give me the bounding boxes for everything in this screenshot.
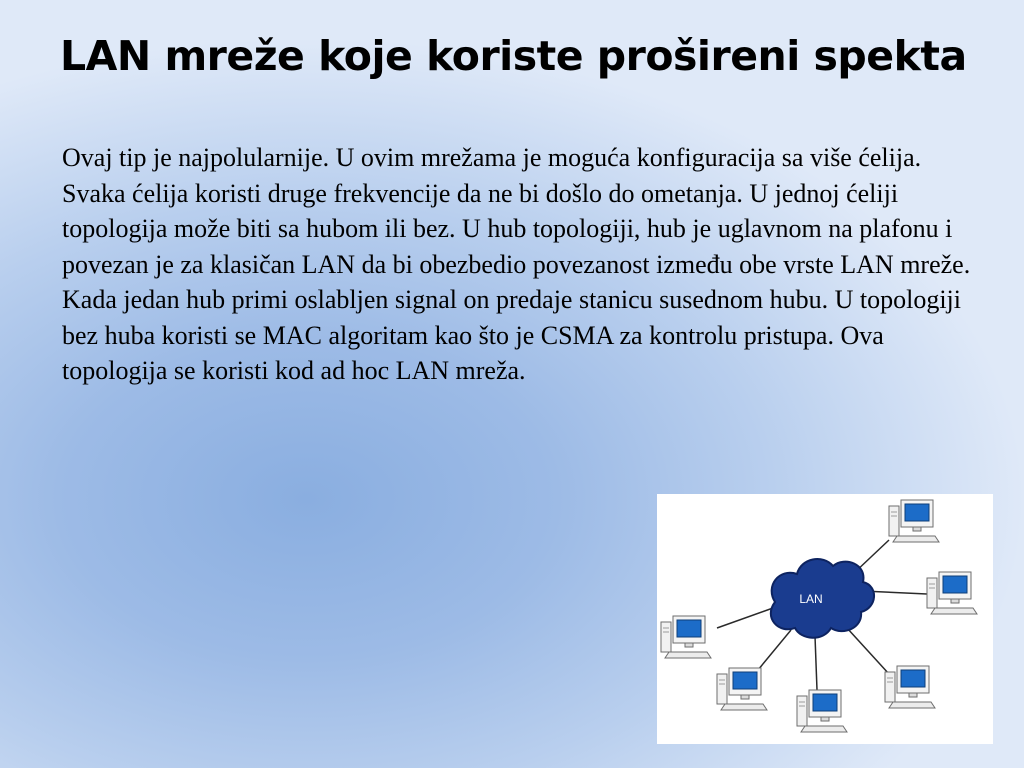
computer-icon: [885, 666, 935, 708]
lan-network-svg: [657, 494, 993, 744]
slide-title: LAN mreže koje koriste prošireni spekta: [60, 32, 967, 80]
computer-icon: [717, 668, 767, 710]
computer-icon: [927, 572, 977, 614]
computer-icon: [889, 500, 939, 542]
slide-body-text: Ovaj tip je najpolularnije. U ovim mrežama je moguća konfiguracija sa više ćelija. Svaka ćelija koristi druge frekvencije da ne bi došlo do ometanja. U jednoj ćeliji topologija može biti sa hubom ili bez. U hub topologiji, hub je uglavnom na plafonu i povezan je za klasičan LAN da bi obezbedio povezanost između obe vrste LAN mreže. Kada jedan hub primi oslabljen signal on predaje stanicu susednom hubu. U topologiji bez huba koristi se MAC algoritam kao što je CSMA za kontrolu pristupa. Ova topologija se koristi kod ad hoc LAN mreža.: [62, 143, 971, 385]
lan-cloud-label: LAN: [799, 592, 823, 606]
computer-icon: [797, 690, 847, 732]
computer-icon: [661, 616, 711, 658]
lan-cloud-icon: [771, 559, 874, 638]
lan-network-diagram: [657, 494, 993, 744]
